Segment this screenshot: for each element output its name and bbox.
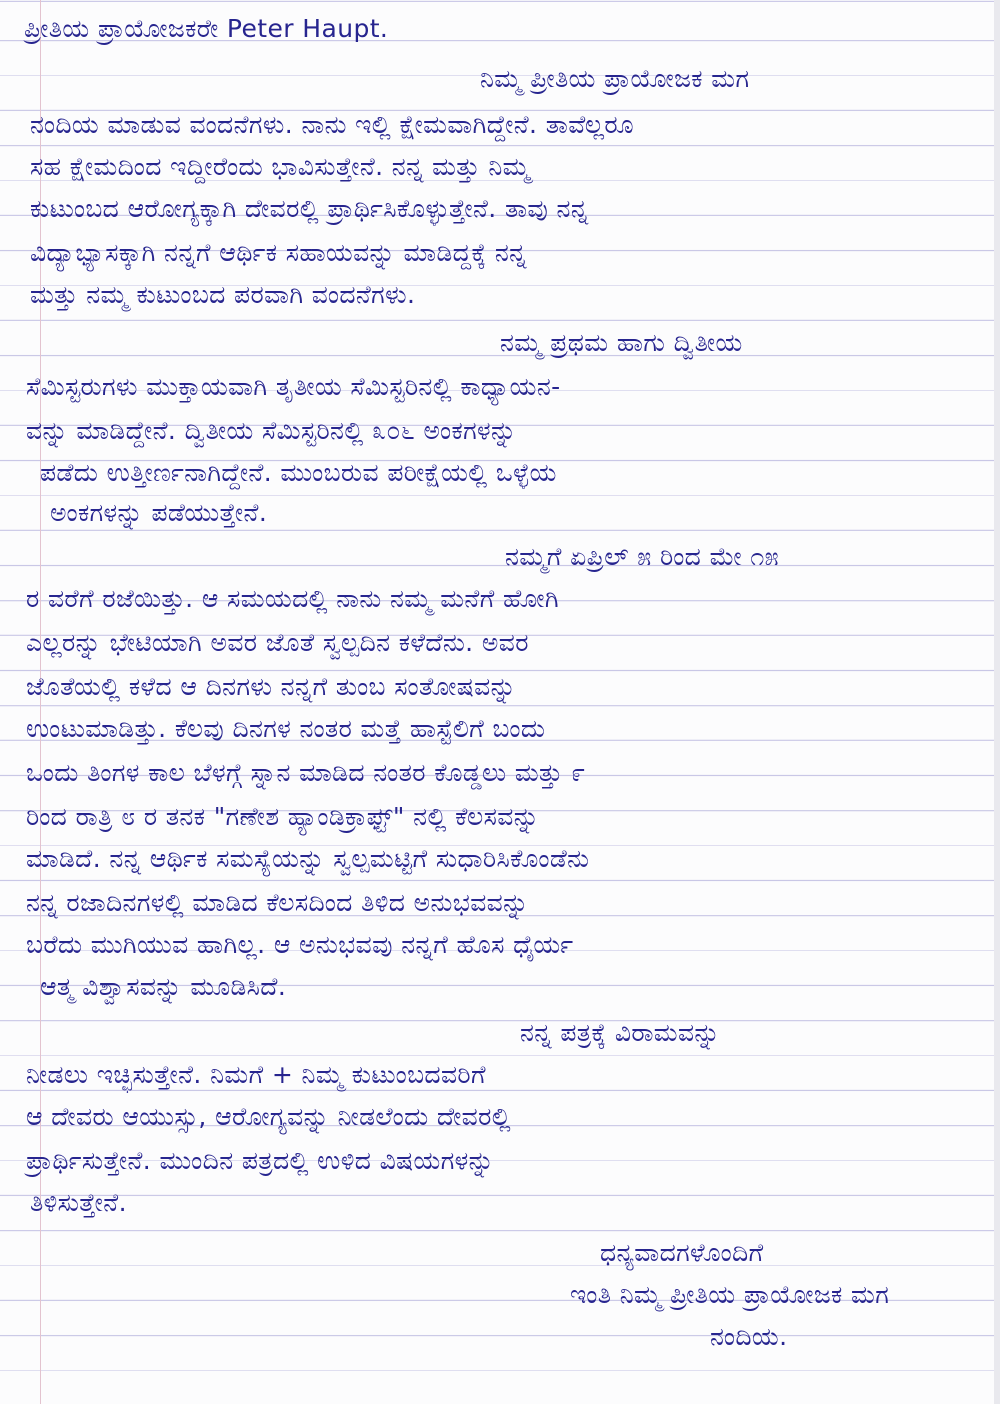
line: ನಿಮ್ಮ ಪ್ರೀತಿಯ ಪ್ರಾಯೋಜಕ ಮಗ — [480, 64, 750, 93]
line: ಬರೆದು ಮುಗಿಯುವ ಹಾಗಿಲ್ಲ. ಆ ಅನುಭವವು ನನ್ನಗೆ ಹೊಸ ಧೈರ್ಯ — [26, 930, 574, 959]
signoff-thanks: ಧನ್ಯವಾದಗಳೊಂದಿಗೆ — [600, 1238, 764, 1267]
line: ಉಂಟುಮಾಡಿತ್ತು. ಕೆಲವು ದಿನಗಳ ನಂತರ ಮತ್ತೆ ಹಾಸ್ಟೆಲಿಗೆ ಬಂದು — [26, 714, 546, 743]
line: ನಮ್ಮಗೆ ಏಪ್ರಿಲ್ ೫ ರಿಂದ ಮೇ ೧೫ — [505, 542, 780, 571]
line: ರಿಂದ ರಾತ್ರಿ ೮ ರ ತನಕ "ಗಣೇಶ ಹ್ಯಾಂಡಿಕ್ರಾಫ್ಟ್" ನಲ್ಲಿ ಕೆಲಸವನ್ನು — [26, 802, 540, 831]
line: ನೀಡಲು ಇಚ್ಛಿಸುತ್ತೇನೆ. ನಿಮಗೆ + ನಿಮ್ಮ ಕುಟುಂಬದವರಿಗೆ — [26, 1060, 486, 1089]
line: ಪಡೆದು ಉತ್ತೀರ್ಣನಾಗಿದ್ದೇನೆ. ಮುಂಬರುವ ಪರೀಕ್ಷೆಯಲ್ಲಿ ಒಳ್ಳೆಯ — [40, 458, 557, 487]
line: ಪ್ರಾರ್ಥಿಸುತ್ತೇನೆ. ಮುಂದಿನ ಪತ್ರದಲ್ಲಿ ಉಳಿದ ವಿಷಯಗಳನ್ನು — [26, 1146, 495, 1175]
salutation — [24, 12, 388, 46]
line: ಅಂಕಗಳನ್ನು ಪಡೆಯುತ್ತೇನೆ. — [50, 498, 268, 527]
sponsor-name: Peter Haupt. — [226, 14, 389, 43]
line: ಮತ್ತು ನಮ್ಮ ಕುಟುಂಬದ ಪರವಾಗಿ ವಂದನೆಗಳು. — [30, 280, 416, 309]
line: ರ ವರೆಗೆ ರಜೆಯಿತ್ತು. ಆ ಸಮಯದಲ್ಲಿ ನಾನು ನಮ್ಮ ಮನೆಗೆ ಹೋಗಿ — [26, 584, 559, 613]
line: ಕುಟುಂಬದ ಆರೋಗ್ಯಕ್ಕಾಗಿ ದೇವರಲ್ಲಿ ಪ್ರಾರ್ಥಿಸಿಕೊಳ್ಳುತ್ತೇನೆ. ತಾವು ನನ್ನ — [30, 194, 589, 223]
line: ನನ್ನ ಪತ್ರಕ್ಕೆ ವಿರಾಮವನ್ನು — [520, 1018, 721, 1047]
line: ಸೆಮಿಸ್ಟರುಗಳು ಮುಕ್ತಾಯವಾಗಿ ತೃತೀಯ ಸೆಮಿಸ್ಟರಿನಲ್ಲಿ ಕಾಧ್ಯಾಯನ- — [26, 372, 561, 401]
line: ನನ್ನ ರಜಾದಿನಗಳಲ್ಲಿ ಮಾಡಿದ ಕೆಲಸದಿಂದ ತಿಳಿದ ಅನುಭವವನ್ನು — [26, 888, 529, 917]
line: ಎಲ್ಲರನ್ನು ಭೇಟಿಯಾಗಿ ಅವರ ಜೊತೆ ಸ್ವಲ್ಪದಿನ ಕಳೆದೆನು. ಅವರ — [26, 628, 529, 657]
line: ವನ್ನು ಮಾಡಿದ್ದೇನೆ. ದ್ವಿತೀಯ ಸೆಮಿಸ್ಟರಿನಲ್ಲಿ ೩೦೬ ಅಂಕಗಳನ್ನು — [26, 416, 517, 445]
line: ಸಹ ಕ್ಷೇಮದಿಂದ ಇದ್ದೀರೆಂದು ಭಾವಿಸುತ್ತೇನೆ. ನನ್ನ ಮತ್ತು ನಿಮ್ಮ — [30, 152, 531, 181]
salutation-kannada: ಪ್ರೀತಿಯ ಪ್ರಾಯೋಜಕರೇ — [24, 14, 219, 43]
line: ತಿಳಿಸುತ್ತೇನೆ. — [30, 1188, 127, 1217]
signature: ನಂದಿಯ. — [710, 1322, 788, 1351]
line: ಒಂದು ತಿಂಗಳ ಕಾಲ ಬೆಳಗ್ಗೆ ಸ್ನಾನ ಮಾಡಿದ ನಂತರ ಕೊಡ್ಡಲು ಮತ್ತು ೯ — [26, 758, 586, 787]
line: ಜೊತೆಯಲ್ಲಿ ಕಳೆದ ಆ ದಿನಗಳು ನನ್ನಗೆ ತುಂಬ ಸಂತೋಷವನ್ನು — [26, 672, 517, 701]
signoff-yours: ಇಂತಿ ನಿಮ್ಮ ಪ್ರೀತಿಯ ಪ್ರಾಯೋಜಕ ಮಗ — [570, 1280, 890, 1309]
line: ಮಾಡಿದೆ. ನನ್ನ ಆರ್ಥಿಕ ಸಮಸ್ಯೆಯನ್ನು ಸ್ವಲ್ಪಮಟ್ಟಿಗೆ ಸುಧಾರಿಸಿಕೊಂಡೆನು — [26, 844, 590, 873]
line: ನಮ್ಮ ಪ್ರಥಮ ಹಾಗು ದ್ವಿತೀಯ — [500, 328, 743, 357]
line: ಆತ್ಮ ವಿಶ್ವಾಸವನ್ನು ಮೂಡಿಸಿದೆ. — [40, 972, 287, 1001]
line: ಆ ದೇವರು ಆಯುಸ್ಸು, ಆರೋಗ್ಯವನ್ನು ನೀಡಲೆಂದು ದೇವರಲ್ಲಿ — [26, 1102, 512, 1131]
line: ವಿದ್ಯಾಭ್ಯಾಸಕ್ಕಾಗಿ ನನ್ನಗೆ ಆರ್ಥಿಕ ಸಹಾಯವನ್ನು ಮಾಡಿದ್ದಕ್ಕೆ ನನ್ನ — [30, 238, 527, 267]
line: ನಂದಿಯ ಮಾಡುವ ವಂದನೆಗಳು. ನಾನು ಇಲ್ಲಿ ಕ್ಷೇಮವಾಗಿದ್ದೇನೆ. ತಾವೆಲ್ಲರೂ — [30, 110, 635, 139]
